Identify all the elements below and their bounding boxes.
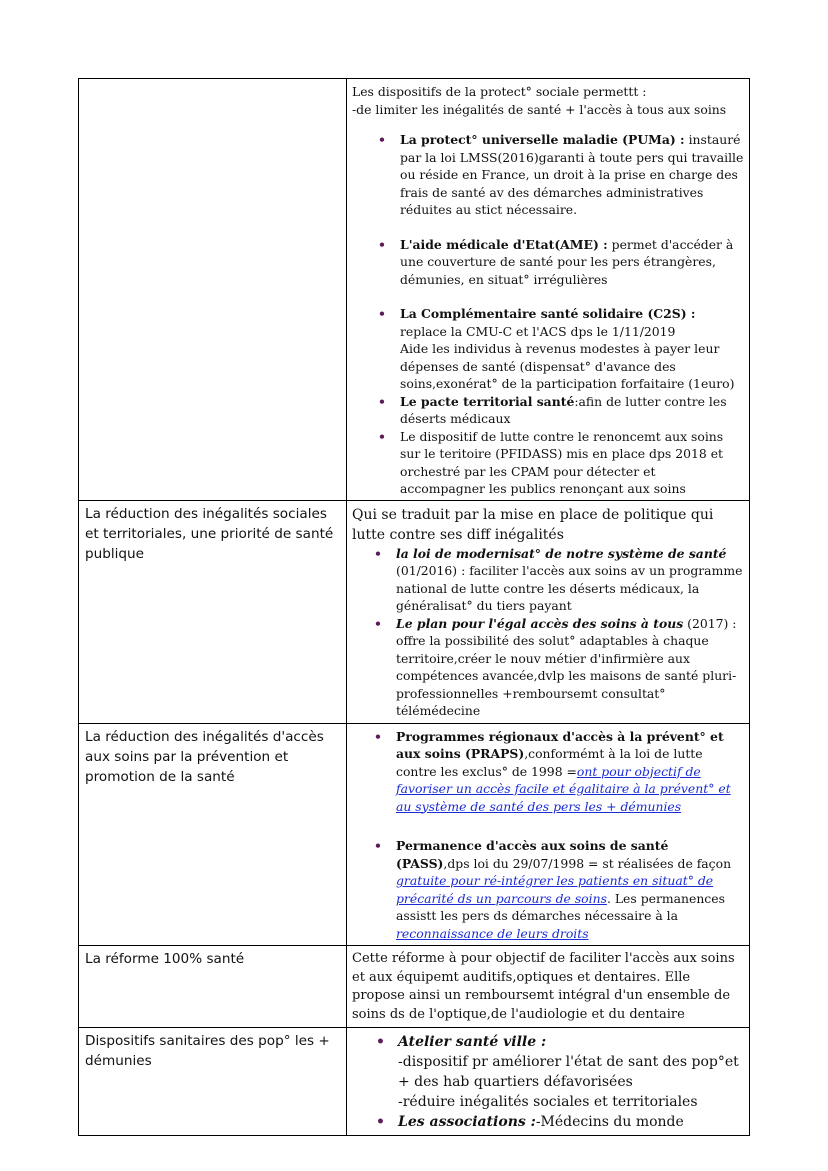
- item-text: :afin de lutter contre les déserts médicaux: [400, 393, 727, 426]
- list-item: [352, 428, 744, 498]
- bullet-icon: •: [376, 1114, 385, 1130]
- row-content-cell: [347, 500, 750, 723]
- bullet-icon: •: [378, 393, 386, 409]
- body-text: Cette réforme à pour objectif de faciliter l'accès aux soins et aux équipemt auditifs,optiques et dentaires. Elle propose ainsi un remboursemt intégral d'un ensemble de soins ds de l'optique,de l'audiologie et du dentaire: [352, 951, 735, 1022]
- bullet-icon: •: [378, 428, 386, 444]
- table-row: [79, 946, 750, 1028]
- list-item: [352, 393, 744, 428]
- content-table: [78, 78, 750, 1136]
- item-text: (2017) : offre la possibilité des solut° adaptables à chaque territoire,créer le nouv métier d'infirmière aux compétences avancée,dvlp les maisons de santé pluri-professionnelles +remboursemt consultat° télémédecine: [396, 615, 737, 718]
- bullet-icon: •: [378, 306, 386, 321]
- item-text: -Médecins du monde: [535, 1114, 684, 1130]
- row-content-cell: [347, 1028, 750, 1136]
- item-text: instauré par la loi LMSS(2016)garanti à toute pers qui travaille ou réside en France, un droit à la prise en charge des frais de santé av des démarches administratives réduites au stict nécessaire.: [400, 132, 744, 217]
- item-title: la loi de modernisat° de notre système de santé: [396, 545, 727, 561]
- bullet-icon: •: [378, 132, 386, 147]
- bullet-icon: •: [376, 1034, 385, 1050]
- item-title: Atelier santé ville :: [398, 1034, 547, 1050]
- table-row: [79, 723, 750, 946]
- item-link[interactable]: ont pour objectif de favoriser un accès facile et égalitaire à la prévent° et au système de santé des pers les + démunies: [396, 763, 731, 814]
- item-title: Programmes régionaux d'accès à la prévent° et aux soins (PRAPS): [396, 728, 724, 761]
- intro-text: [352, 505, 744, 545]
- item-text: ,conformémt à la loi de lutte contre les exclus° de 1998 =: [396, 746, 703, 779]
- item-text: ,dps loi du 29/07/1998 = st réalisées de façon: [443, 855, 732, 871]
- item-text: Le dispositif de lutte contre le renoncemt aux soins sur le teritoire (PFIDASS) mis en place dps 2018 et orchestré par les CPAM pour détecter et accompagner les publics renonçant aux soins: [400, 428, 724, 496]
- list-item: [352, 837, 744, 942]
- bullet-list: [352, 1032, 744, 1132]
- bullet-icon: •: [374, 728, 382, 744]
- bullet-icon: •: [378, 236, 386, 252]
- list-item: [352, 615, 744, 720]
- bullet-icon: •: [374, 838, 382, 853]
- bullet-list: [352, 131, 744, 498]
- list-item: [352, 1112, 744, 1132]
- item-text: . Les permanences assistt les pers ds démarches nécessaire à la: [396, 890, 725, 923]
- bullet-icon: •: [374, 545, 382, 561]
- item-title: Les associations :: [398, 1114, 536, 1130]
- item-link[interactable]: gratuite pour ré-intégrer les patients en situat° de précarité ds un parcours de soins: [396, 873, 714, 906]
- table-row: [79, 500, 750, 723]
- table-row: [79, 1028, 750, 1136]
- list-item: [352, 728, 744, 816]
- item-title: La Complémentaire santé solidaire (C2S) :: [400, 306, 696, 321]
- row-content-cell: [347, 723, 750, 946]
- bullet-icon: •: [374, 615, 382, 631]
- item-line: -dispositif pr améliorer l'état de sant des pop°et + des hab quartiers défavorisées: [398, 1054, 739, 1090]
- item-text: (01/2016) : faciliter l'accès aux soins av un programme national de lutte contre les déserts médicaux, la généralisat° du tiers payant: [396, 563, 743, 613]
- intro-line: -de limiter les inégalités de santé + l'accès à tous aux soins: [352, 101, 727, 117]
- list-item: [352, 1032, 744, 1112]
- item-extra-text: Aide les individus à revenus modestes à payer leur dépenses de santé (dispensat° d'avance des soins,exonérat° de la participation forfaitaire (1euro): [400, 341, 735, 391]
- bullet-list: [352, 545, 744, 720]
- row-content-cell: [347, 946, 750, 1028]
- item-text: replace la CMU-C et l'ACS dps le 1/11/2019: [400, 323, 676, 339]
- row-heading-cell: [79, 79, 347, 501]
- item-link[interactable]: reconnaissance de leurs droits: [396, 925, 589, 941]
- item-line: -réduire inégalités sociales et territoriales: [398, 1094, 698, 1110]
- item-title: Permanence d'accès aux soins de santé (PASS): [396, 838, 669, 871]
- list-item: [352, 545, 744, 615]
- item-title: Le plan pour l'égal accès des soins à tous: [396, 615, 684, 631]
- row-heading-cell: La réduction des inégalités d'accès aux soins par la prévention et promotion de la santé: [79, 723, 347, 946]
- row-heading-cell: Dispositifs sanitaires des pop° les + démunies: [79, 1028, 347, 1136]
- list-item: [352, 305, 744, 393]
- list-item: [352, 236, 744, 289]
- row-content-cell: [347, 79, 750, 501]
- item-title: L'aide médicale d'Etat(AME) :: [400, 236, 608, 252]
- row-heading-cell: La réforme 100% santé: [79, 946, 347, 1028]
- intro-text-span: Qui se traduit par la mise en place de politique qui lutte contre ses diff inégalités: [352, 506, 714, 543]
- item-title: Le pacte territorial santé: [400, 393, 575, 409]
- row-heading-cell: La réduction des inégalités sociales et territoriales, une priorité de santé publique: [79, 500, 347, 723]
- item-title: La protect° universelle maladie (PUMa) :: [400, 132, 685, 147]
- bullet-list: [352, 728, 744, 943]
- intro-line: Les dispositifs de la protect° sociale permettt :: [352, 84, 647, 99]
- table-row: [79, 79, 750, 501]
- list-item: [352, 131, 744, 219]
- item-text: permet d'accéder à une couverture de santé pour les pers étrangères, démunies, en situat° irrégulières: [400, 236, 734, 287]
